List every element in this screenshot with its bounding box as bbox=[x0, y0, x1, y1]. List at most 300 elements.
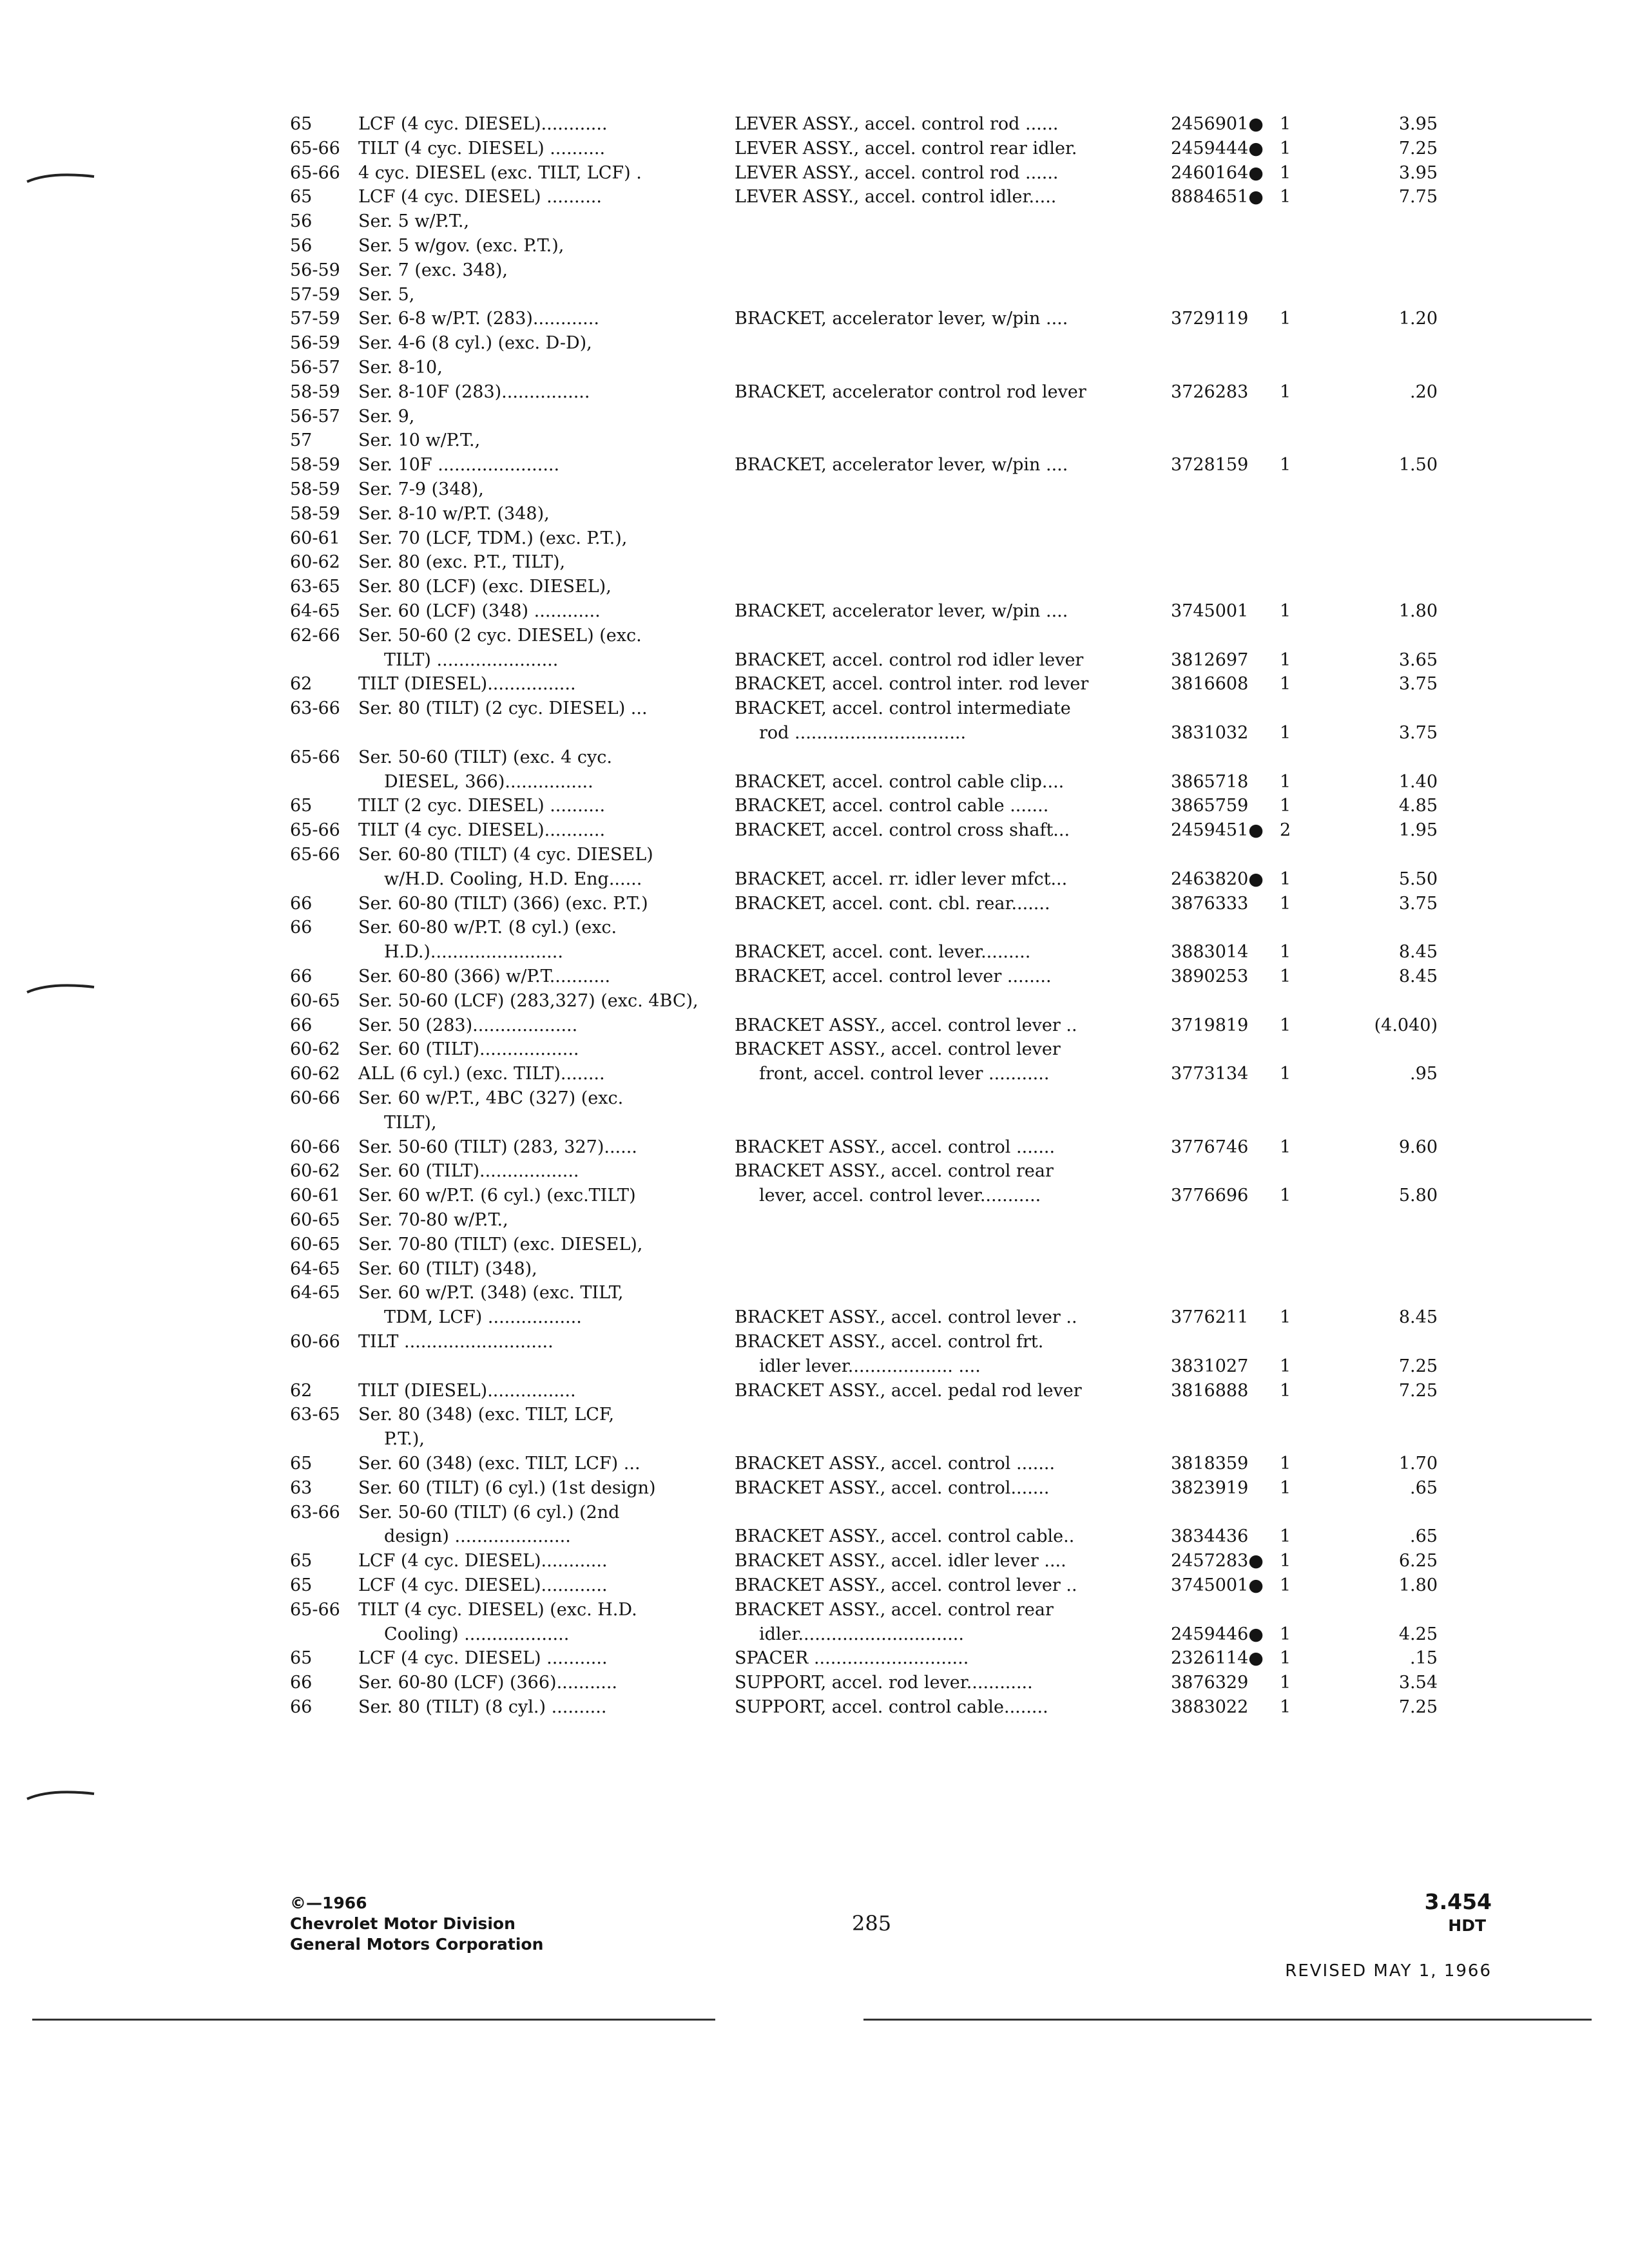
model-cell: Ser. 80 (LCF) (exc. DIESEL), bbox=[358, 577, 612, 597]
model-cell: Ser. 60 (TILT) (348), bbox=[358, 1259, 537, 1279]
table-row bbox=[0, 380, 1629, 405]
description-cell: BRACKET, accel. control cross shaft... bbox=[735, 820, 1070, 840]
price-cell: 3.75 bbox=[1398, 674, 1438, 694]
year-cell: 60-65 bbox=[290, 991, 340, 1011]
quantity-cell: 1 bbox=[1280, 942, 1291, 962]
table-row bbox=[0, 1695, 1629, 1720]
description-cell: BRACKET, accel. control cable ....... bbox=[735, 796, 1049, 816]
model-cell: TILT (DIESEL)................ bbox=[358, 674, 576, 694]
copyright-division: Chevrolet Motor Division bbox=[290, 1914, 516, 1933]
table-row bbox=[0, 770, 1629, 794]
quantity-cell: 1 bbox=[1280, 1454, 1291, 1474]
copyright-corporation: General Motors Corporation bbox=[290, 1935, 544, 1954]
model-cell: Ser. 8-10F (283)................ bbox=[358, 382, 590, 402]
description-cell: BRACKET ASSY., accel. control frt. bbox=[735, 1332, 1044, 1352]
year-cell: 64-65 bbox=[290, 1259, 340, 1279]
description-cell: lever, accel. control lever........... bbox=[759, 1186, 1041, 1206]
price-cell: 4.25 bbox=[1398, 1624, 1438, 1644]
description-cell: SUPPORT, accel. rod lever............ bbox=[735, 1673, 1033, 1693]
quantity-cell: 1 bbox=[1280, 163, 1291, 183]
model-cell: TILT (4 cyc. DIESEL)........... bbox=[358, 820, 606, 840]
quantity-cell: 1 bbox=[1280, 650, 1291, 670]
copyright-year: ©—1966 bbox=[290, 1894, 367, 1912]
part-number-cell: 3883014 bbox=[1171, 942, 1249, 962]
table-row bbox=[0, 1671, 1629, 1695]
table-row bbox=[0, 843, 1629, 867]
model-cell: TILT (4 cyc. DIESEL) .......... bbox=[358, 139, 606, 159]
quantity-cell: 1 bbox=[1280, 187, 1291, 207]
table-row bbox=[0, 1354, 1629, 1379]
description-cell: idler.............................. bbox=[759, 1624, 964, 1644]
bottom-rule-left bbox=[32, 2019, 715, 2021]
quantity-cell: 1 bbox=[1280, 1478, 1291, 1498]
year-cell: 64-65 bbox=[290, 1283, 340, 1303]
model-cell: Ser. 80 (348) (exc. TILT, LCF, bbox=[358, 1405, 615, 1425]
price-cell: 4.85 bbox=[1398, 796, 1438, 816]
price-cell: 6.25 bbox=[1398, 1551, 1438, 1571]
price-cell: 1.50 bbox=[1398, 455, 1438, 475]
quantity-cell: 1 bbox=[1280, 601, 1291, 621]
table-row bbox=[0, 550, 1629, 575]
year-cell: 66 bbox=[290, 918, 313, 937]
year-cell: 63-66 bbox=[290, 698, 340, 718]
model-cell: Ser. 50-60 (TILT) (283, 327)...... bbox=[358, 1137, 637, 1157]
year-cell: 65-66 bbox=[290, 139, 340, 159]
year-cell: 62 bbox=[290, 674, 313, 694]
model-cell: Ser. 60-80 (LCF) (366)........... bbox=[358, 1673, 617, 1693]
year-cell: 62-66 bbox=[290, 626, 340, 646]
part-number-cell: 3726283 bbox=[1171, 382, 1249, 402]
part-number-cell: 3818359 bbox=[1171, 1454, 1249, 1474]
part-number-cell: 3776746 bbox=[1171, 1137, 1249, 1157]
price-cell: 1.70 bbox=[1398, 1454, 1438, 1474]
year-cell: 56-57 bbox=[290, 407, 340, 427]
model-cell: Ser. 50-60 (TILT) (6 cyl.) (2nd bbox=[358, 1503, 620, 1523]
part-number-cell: 3776696 bbox=[1171, 1186, 1249, 1206]
year-cell: 60-66 bbox=[290, 1137, 340, 1157]
description-cell: BRACKET, accel. cont. lever......... bbox=[735, 942, 1031, 962]
table-row bbox=[0, 867, 1629, 892]
year-cell: 57-59 bbox=[290, 309, 340, 329]
table-row bbox=[0, 1208, 1629, 1233]
price-cell: 3.75 bbox=[1398, 894, 1438, 914]
year-cell: 58-59 bbox=[290, 504, 340, 524]
description-cell: BRACKET ASSY., accel. control lever .. bbox=[735, 1307, 1077, 1327]
price-cell: 8.45 bbox=[1398, 966, 1438, 986]
quantity-cell: 1 bbox=[1280, 1381, 1291, 1401]
model-cell: Ser. 60 (TILT).................. bbox=[358, 1039, 579, 1059]
model-cell: Ser. 70-80 (TILT) (exc. DIESEL), bbox=[358, 1235, 643, 1254]
model-cell: Ser. 9, bbox=[358, 407, 415, 427]
table-row bbox=[0, 1111, 1629, 1135]
description-cell: BRACKET ASSY., accel. pedal rod lever bbox=[735, 1381, 1082, 1401]
description-cell: BRACKET ASSY., accel. control cable.. bbox=[735, 1526, 1075, 1546]
table-row bbox=[0, 1549, 1629, 1573]
table-row bbox=[0, 453, 1629, 477]
year-cell: 56 bbox=[290, 211, 313, 231]
table-row bbox=[0, 1646, 1629, 1671]
price-cell: 1.20 bbox=[1398, 309, 1438, 329]
quantity-cell: 1 bbox=[1280, 966, 1291, 986]
description-cell: LEVER ASSY., accel. control idler..... bbox=[735, 187, 1057, 207]
model-cell: Ser. 10F ...................... bbox=[358, 455, 560, 475]
description-cell: idler lever................... .... bbox=[759, 1356, 981, 1376]
price-cell: 7.25 bbox=[1398, 1381, 1438, 1401]
revision-date: REVISED MAY 1, 1966 bbox=[1285, 1961, 1492, 1981]
year-cell: 65-66 bbox=[290, 1600, 340, 1620]
description-cell: BRACKET, accel. control rod idler lever bbox=[735, 650, 1084, 670]
description-cell: BRACKET ASSY., accel. control rear bbox=[735, 1161, 1054, 1181]
model-cell: Ser. 60 w/P.T. (6 cyl.) (exc.TILT) bbox=[358, 1186, 636, 1206]
price-cell: 3.75 bbox=[1398, 723, 1438, 743]
description-cell: BRACKET ASSY., accel. control lever bbox=[735, 1039, 1061, 1059]
part-number-cell: 2459451● bbox=[1171, 820, 1264, 840]
part-number-cell: 3719819 bbox=[1171, 1015, 1249, 1035]
model-cell: Ser. 60 w/P.T. (348) (exc. TILT, bbox=[358, 1283, 624, 1303]
model-cell: DIESEL, 366)................ bbox=[384, 772, 593, 792]
year-cell: 60-62 bbox=[290, 552, 340, 572]
model-cell: LCF (4 cyc. DIESEL) .......... bbox=[358, 187, 602, 207]
description-cell: BRACKET, accel. control inter. rod lever bbox=[735, 674, 1089, 694]
model-cell: Ser. 60 (TILT) (6 cyl.) (1st design) bbox=[358, 1478, 656, 1498]
table-row bbox=[0, 1184, 1629, 1208]
table-row bbox=[0, 1086, 1629, 1111]
year-cell: 58-59 bbox=[290, 455, 340, 475]
table-row bbox=[0, 112, 1629, 137]
model-cell: Ser. 5 w/P.T., bbox=[358, 211, 470, 231]
part-number-cell: 3876333 bbox=[1171, 894, 1249, 914]
year-cell: 60-65 bbox=[290, 1235, 340, 1254]
model-cell: Ser. 8-10, bbox=[358, 358, 443, 378]
price-cell: .65 bbox=[1410, 1526, 1438, 1546]
year-cell: 57-59 bbox=[290, 285, 340, 305]
model-cell: Ser. 6-8 w/P.T. (283)............ bbox=[358, 309, 599, 329]
price-cell: 7.25 bbox=[1398, 1356, 1438, 1376]
table-row bbox=[0, 283, 1629, 307]
model-cell: LCF (4 cyc. DIESEL)............ bbox=[358, 1551, 608, 1571]
table-row bbox=[0, 1379, 1629, 1403]
quantity-cell: 1 bbox=[1280, 894, 1291, 914]
price-cell: .65 bbox=[1410, 1478, 1438, 1498]
year-cell: 63-65 bbox=[290, 1405, 340, 1425]
section-number: 3.454 bbox=[1424, 1889, 1492, 1914]
bottom-rule-right bbox=[863, 2019, 1592, 2021]
year-cell: 65-66 bbox=[290, 163, 340, 183]
price-cell: 1.95 bbox=[1398, 820, 1438, 840]
description-cell: BRACKET ASSY., accel. control....... bbox=[735, 1478, 1050, 1498]
description-cell: BRACKET, accel. cont. cbl. rear....... bbox=[735, 894, 1050, 914]
model-cell: Ser. 60 (LCF) (348) ............ bbox=[358, 601, 601, 621]
part-number-cell: 3816888 bbox=[1171, 1381, 1249, 1401]
quantity-cell: 1 bbox=[1280, 1697, 1291, 1717]
quantity-cell: 1 bbox=[1280, 1015, 1291, 1035]
table-row bbox=[0, 1573, 1629, 1598]
year-cell: 65 bbox=[290, 1648, 313, 1668]
description-cell: BRACKET, accel. control intermediate bbox=[735, 698, 1071, 718]
year-cell: 66 bbox=[290, 1673, 313, 1693]
part-number-cell: 3745001● bbox=[1171, 1575, 1264, 1595]
year-cell: 63-66 bbox=[290, 1503, 340, 1523]
table-row bbox=[0, 575, 1629, 599]
quantity-cell: 1 bbox=[1280, 674, 1291, 694]
price-cell: 5.50 bbox=[1398, 869, 1438, 889]
model-cell: Cooling) ................... bbox=[384, 1624, 570, 1644]
model-cell: ALL (6 cyl.) (exc. TILT)........ bbox=[358, 1064, 605, 1084]
part-number-cell: 3745001 bbox=[1171, 601, 1249, 621]
year-cell: 58-59 bbox=[290, 382, 340, 402]
price-cell: 3.95 bbox=[1398, 163, 1438, 183]
model-cell: Ser. 5, bbox=[358, 285, 415, 305]
part-number-cell: 3823919 bbox=[1171, 1478, 1249, 1498]
model-cell: Ser. 60-80 (366) w/P.T........... bbox=[358, 966, 611, 986]
part-number-cell: 2456901● bbox=[1171, 114, 1264, 134]
model-cell: TILT), bbox=[384, 1113, 437, 1133]
model-cell: H.D.)........................ bbox=[384, 942, 563, 962]
part-number-cell: 2463820● bbox=[1171, 869, 1264, 889]
table-row bbox=[0, 1622, 1629, 1647]
year-cell: 65 bbox=[290, 1454, 313, 1474]
description-cell: LEVER ASSY., accel. control rear idler. bbox=[735, 139, 1077, 159]
table-row bbox=[0, 1135, 1629, 1160]
table-row bbox=[0, 137, 1629, 161]
description-cell: LEVER ASSY., accel. control rod ...... bbox=[735, 163, 1059, 183]
quantity-cell: 1 bbox=[1280, 1526, 1291, 1546]
model-cell: Ser. 60-80 w/P.T. (8 cyl.) (exc. bbox=[358, 918, 617, 937]
page-number: 285 bbox=[852, 1911, 892, 1936]
quantity-cell: 1 bbox=[1280, 1648, 1291, 1668]
year-cell: 60-61 bbox=[290, 1186, 340, 1206]
price-cell: 7.25 bbox=[1398, 139, 1438, 159]
year-cell: 65-66 bbox=[290, 747, 340, 767]
model-cell: LCF (4 cyc. DIESEL)............ bbox=[358, 114, 608, 134]
description-cell: BRACKET, accel. rr. idler lever mfct... bbox=[735, 869, 1068, 889]
price-cell: 1.80 bbox=[1398, 1575, 1438, 1595]
price-cell: (4.040) bbox=[1374, 1015, 1438, 1035]
model-cell: Ser. 50-60 (2 cyc. DIESEL) (exc. bbox=[358, 626, 642, 646]
table-row bbox=[0, 258, 1629, 283]
model-cell: Ser. 60-80 (TILT) (366) (exc. P.T.) bbox=[358, 894, 648, 914]
part-number-cell: 8884651● bbox=[1171, 187, 1264, 207]
quantity-cell: 1 bbox=[1280, 796, 1291, 816]
table-row bbox=[0, 721, 1629, 745]
quantity-cell: 1 bbox=[1280, 1624, 1291, 1644]
description-cell: BRACKET, accelerator lever, w/pin .... bbox=[735, 601, 1068, 621]
table-row bbox=[0, 428, 1629, 453]
description-cell: LEVER ASSY., accel. control rod ...... bbox=[735, 114, 1059, 134]
model-cell: Ser. 50 (283)................... bbox=[358, 1015, 578, 1035]
section-code: HDT bbox=[1448, 1916, 1486, 1935]
table-row bbox=[0, 1281, 1629, 1305]
quantity-cell: 1 bbox=[1280, 382, 1291, 402]
part-number-cell: 3876329 bbox=[1171, 1673, 1249, 1693]
table-row bbox=[0, 916, 1629, 940]
description-cell: BRACKET, accel. control cable clip.... bbox=[735, 772, 1065, 792]
year-cell: 60-66 bbox=[290, 1332, 340, 1352]
part-number-cell: 3831027 bbox=[1171, 1356, 1249, 1376]
table-row bbox=[0, 185, 1629, 209]
table-row bbox=[0, 1598, 1629, 1622]
price-cell: 1.80 bbox=[1398, 601, 1438, 621]
description-cell: BRACKET ASSY., accel. control ....... bbox=[735, 1454, 1055, 1474]
model-cell: Ser. 7 (exc. 348), bbox=[358, 260, 508, 280]
year-cell: 60-62 bbox=[290, 1039, 340, 1059]
model-cell: Ser. 7-9 (348), bbox=[358, 479, 484, 499]
price-cell: .20 bbox=[1410, 382, 1438, 402]
part-number-cell: 3834436 bbox=[1171, 1526, 1249, 1546]
model-cell: TILT (DIESEL)................ bbox=[358, 1381, 576, 1401]
part-number-cell: 3816608 bbox=[1171, 674, 1249, 694]
quantity-cell: 1 bbox=[1280, 1186, 1291, 1206]
model-cell: 4 cyc. DIESEL (exc. TILT, LCF) . bbox=[358, 163, 642, 183]
quantity-cell: 1 bbox=[1280, 1307, 1291, 1327]
model-cell: TILT (4 cyc. DIESEL) (exc. H.D. bbox=[358, 1600, 637, 1620]
model-cell: Ser. 70-80 w/P.T., bbox=[358, 1210, 508, 1230]
year-cell: 56 bbox=[290, 236, 313, 256]
table-row bbox=[0, 794, 1629, 818]
year-cell: 65 bbox=[290, 114, 313, 134]
model-cell: TILT (2 cyc. DIESEL) .......... bbox=[358, 796, 606, 816]
table-row bbox=[0, 989, 1629, 1014]
model-cell: design) ..................... bbox=[384, 1526, 571, 1546]
table-row bbox=[0, 1305, 1629, 1330]
price-cell: 7.25 bbox=[1398, 1697, 1438, 1717]
year-cell: 65 bbox=[290, 187, 313, 207]
description-cell: BRACKET ASSY., accel. control ....... bbox=[735, 1137, 1055, 1157]
table-row bbox=[0, 331, 1629, 356]
quantity-cell: 1 bbox=[1280, 723, 1291, 743]
table-row bbox=[0, 477, 1629, 502]
part-number-cell: 2459446● bbox=[1171, 1624, 1264, 1644]
table-row bbox=[0, 405, 1629, 429]
quantity-cell: 1 bbox=[1280, 1673, 1291, 1693]
table-row bbox=[0, 1037, 1629, 1062]
price-cell: .15 bbox=[1410, 1648, 1438, 1668]
table-row bbox=[0, 624, 1629, 648]
part-number-cell: 2459444● bbox=[1171, 139, 1264, 159]
description-cell: BRACKET, accelerator lever, w/pin .... bbox=[735, 309, 1068, 329]
year-cell: 64-65 bbox=[290, 601, 340, 621]
model-cell: Ser. 80 (exc. P.T., TILT), bbox=[358, 552, 566, 572]
table-row bbox=[0, 161, 1629, 186]
price-cell: 3.95 bbox=[1398, 114, 1438, 134]
quantity-cell: 1 bbox=[1280, 1356, 1291, 1376]
model-cell: Ser. 80 (TILT) (2 cyc. DIESEL) ... bbox=[358, 698, 648, 718]
model-cell: Ser. 8-10 w/P.T. (348), bbox=[358, 504, 550, 524]
part-number-cell: 3883022 bbox=[1171, 1697, 1249, 1717]
quantity-cell: 1 bbox=[1280, 309, 1291, 329]
description-cell: BRACKET ASSY., accel. idler lever .... bbox=[735, 1551, 1066, 1571]
price-cell: 9.60 bbox=[1398, 1137, 1438, 1157]
year-cell: 66 bbox=[290, 1015, 313, 1035]
table-row bbox=[0, 672, 1629, 697]
table-row bbox=[0, 307, 1629, 331]
model-cell: TDM, LCF) ................. bbox=[384, 1307, 582, 1327]
table-row bbox=[0, 965, 1629, 989]
table-row bbox=[0, 356, 1629, 380]
table-row bbox=[0, 1159, 1629, 1184]
quantity-cell: 1 bbox=[1280, 772, 1291, 792]
model-cell: Ser. 60 w/P.T., 4BC (327) (exc. bbox=[358, 1088, 624, 1108]
quantity-cell: 1 bbox=[1280, 1064, 1291, 1084]
description-cell: SUPPORT, accel. control cable........ bbox=[735, 1697, 1048, 1717]
table-row bbox=[0, 234, 1629, 258]
year-cell: 62 bbox=[290, 1381, 313, 1401]
model-cell: Ser. 50-60 (LCF) (283,327) (exc. 4BC), bbox=[358, 991, 699, 1011]
table-row bbox=[0, 697, 1629, 721]
table-row bbox=[0, 502, 1629, 526]
description-cell: BRACKET, accelerator control rod lever bbox=[735, 382, 1086, 402]
year-cell: 56-59 bbox=[290, 260, 340, 280]
part-number-cell: 2326114● bbox=[1171, 1648, 1264, 1668]
table-row bbox=[0, 818, 1629, 843]
part-number-cell: 3865718 bbox=[1171, 772, 1249, 792]
year-cell: 60-62 bbox=[290, 1064, 340, 1084]
year-cell: 57 bbox=[290, 430, 313, 450]
price-cell: 8.45 bbox=[1398, 1307, 1438, 1327]
model-cell: w/H.D. Cooling, H.D. Eng...... bbox=[384, 869, 642, 889]
quantity-cell: 1 bbox=[1280, 139, 1291, 159]
part-number-cell: 3865759 bbox=[1171, 796, 1249, 816]
model-cell: Ser. 70 (LCF, TDM.) (exc. P.T.), bbox=[358, 528, 628, 548]
table-row bbox=[0, 745, 1629, 770]
model-cell: Ser. 10 w/P.T., bbox=[358, 430, 481, 450]
year-cell: 60-61 bbox=[290, 528, 340, 548]
quantity-cell: 1 bbox=[1280, 869, 1291, 889]
year-cell: 60-66 bbox=[290, 1088, 340, 1108]
part-number-cell: 3728159 bbox=[1171, 455, 1249, 475]
table-row bbox=[0, 1476, 1629, 1501]
table-row bbox=[0, 1014, 1629, 1038]
price-cell: .95 bbox=[1410, 1064, 1438, 1084]
table-row bbox=[0, 892, 1629, 916]
model-cell: TILT ........................... bbox=[358, 1332, 554, 1352]
copyright-block bbox=[290, 1893, 543, 1955]
year-cell: 60-62 bbox=[290, 1161, 340, 1181]
year-cell: 63-65 bbox=[290, 577, 340, 597]
quantity-cell: 1 bbox=[1280, 1575, 1291, 1595]
table-row bbox=[0, 1062, 1629, 1086]
part-number-cell: 3890253 bbox=[1171, 966, 1249, 986]
binding-mark-bottom bbox=[24, 1780, 102, 1805]
price-cell: 1.40 bbox=[1398, 772, 1438, 792]
model-cell: LCF (4 cyc. DIESEL) ........... bbox=[358, 1648, 608, 1668]
table-row bbox=[0, 1403, 1629, 1427]
description-cell: BRACKET ASSY., accel. control rear bbox=[735, 1600, 1054, 1620]
table-row bbox=[0, 648, 1629, 673]
table-row bbox=[0, 940, 1629, 965]
model-cell: Ser. 50-60 (TILT) (exc. 4 cyc. bbox=[358, 747, 612, 767]
year-cell: 66 bbox=[290, 894, 313, 914]
year-cell: 65-66 bbox=[290, 820, 340, 840]
description-cell: BRACKET ASSY., accel. control lever .. bbox=[735, 1575, 1077, 1595]
table-row bbox=[0, 1330, 1629, 1354]
price-cell: 3.65 bbox=[1398, 650, 1438, 670]
price-cell: 8.45 bbox=[1398, 942, 1438, 962]
model-cell: P.T.), bbox=[384, 1429, 425, 1449]
part-number-cell: 3729119 bbox=[1171, 309, 1249, 329]
quantity-cell: 1 bbox=[1280, 1551, 1291, 1571]
model-cell: Ser. 60 (TILT).................. bbox=[358, 1161, 579, 1181]
table-row bbox=[0, 1427, 1629, 1452]
quantity-cell: 2 bbox=[1280, 820, 1291, 840]
year-cell: 56-57 bbox=[290, 358, 340, 378]
part-number-cell: 2457283● bbox=[1171, 1551, 1264, 1571]
table-row bbox=[0, 1452, 1629, 1476]
description-cell: SPACER ............................ bbox=[735, 1648, 969, 1668]
price-cell: 5.80 bbox=[1398, 1186, 1438, 1206]
table-row bbox=[0, 209, 1629, 234]
year-cell: 65-66 bbox=[290, 845, 340, 865]
